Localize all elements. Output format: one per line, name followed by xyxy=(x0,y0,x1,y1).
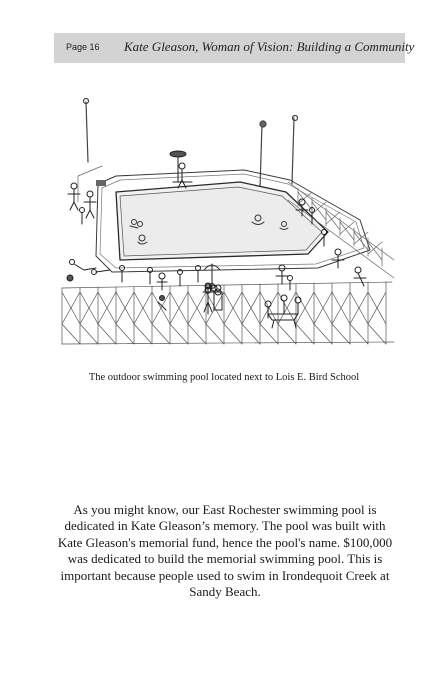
running-header xyxy=(54,33,415,63)
figure-caption: The outdoor swimming pool located next to Lois E. Bird School xyxy=(88,372,360,383)
pool-sketch-illustration xyxy=(58,92,396,350)
running-title: Kate Gleason, Woman of Vision: Building a Community xyxy=(124,39,415,54)
page-number: Page 16 xyxy=(66,42,100,52)
body-paragraph: As you might know, our East Rochester swimming pool is dedicated in Kate Gleason’s memory. The pool was built with Kate Gleason's memorial fund, hence the pool's name. $100,000 was dedicated to build the memorial swimming pool. This is important because people used to swim in Irondequoit Creek at Sandy Beach. xyxy=(57,502,393,600)
